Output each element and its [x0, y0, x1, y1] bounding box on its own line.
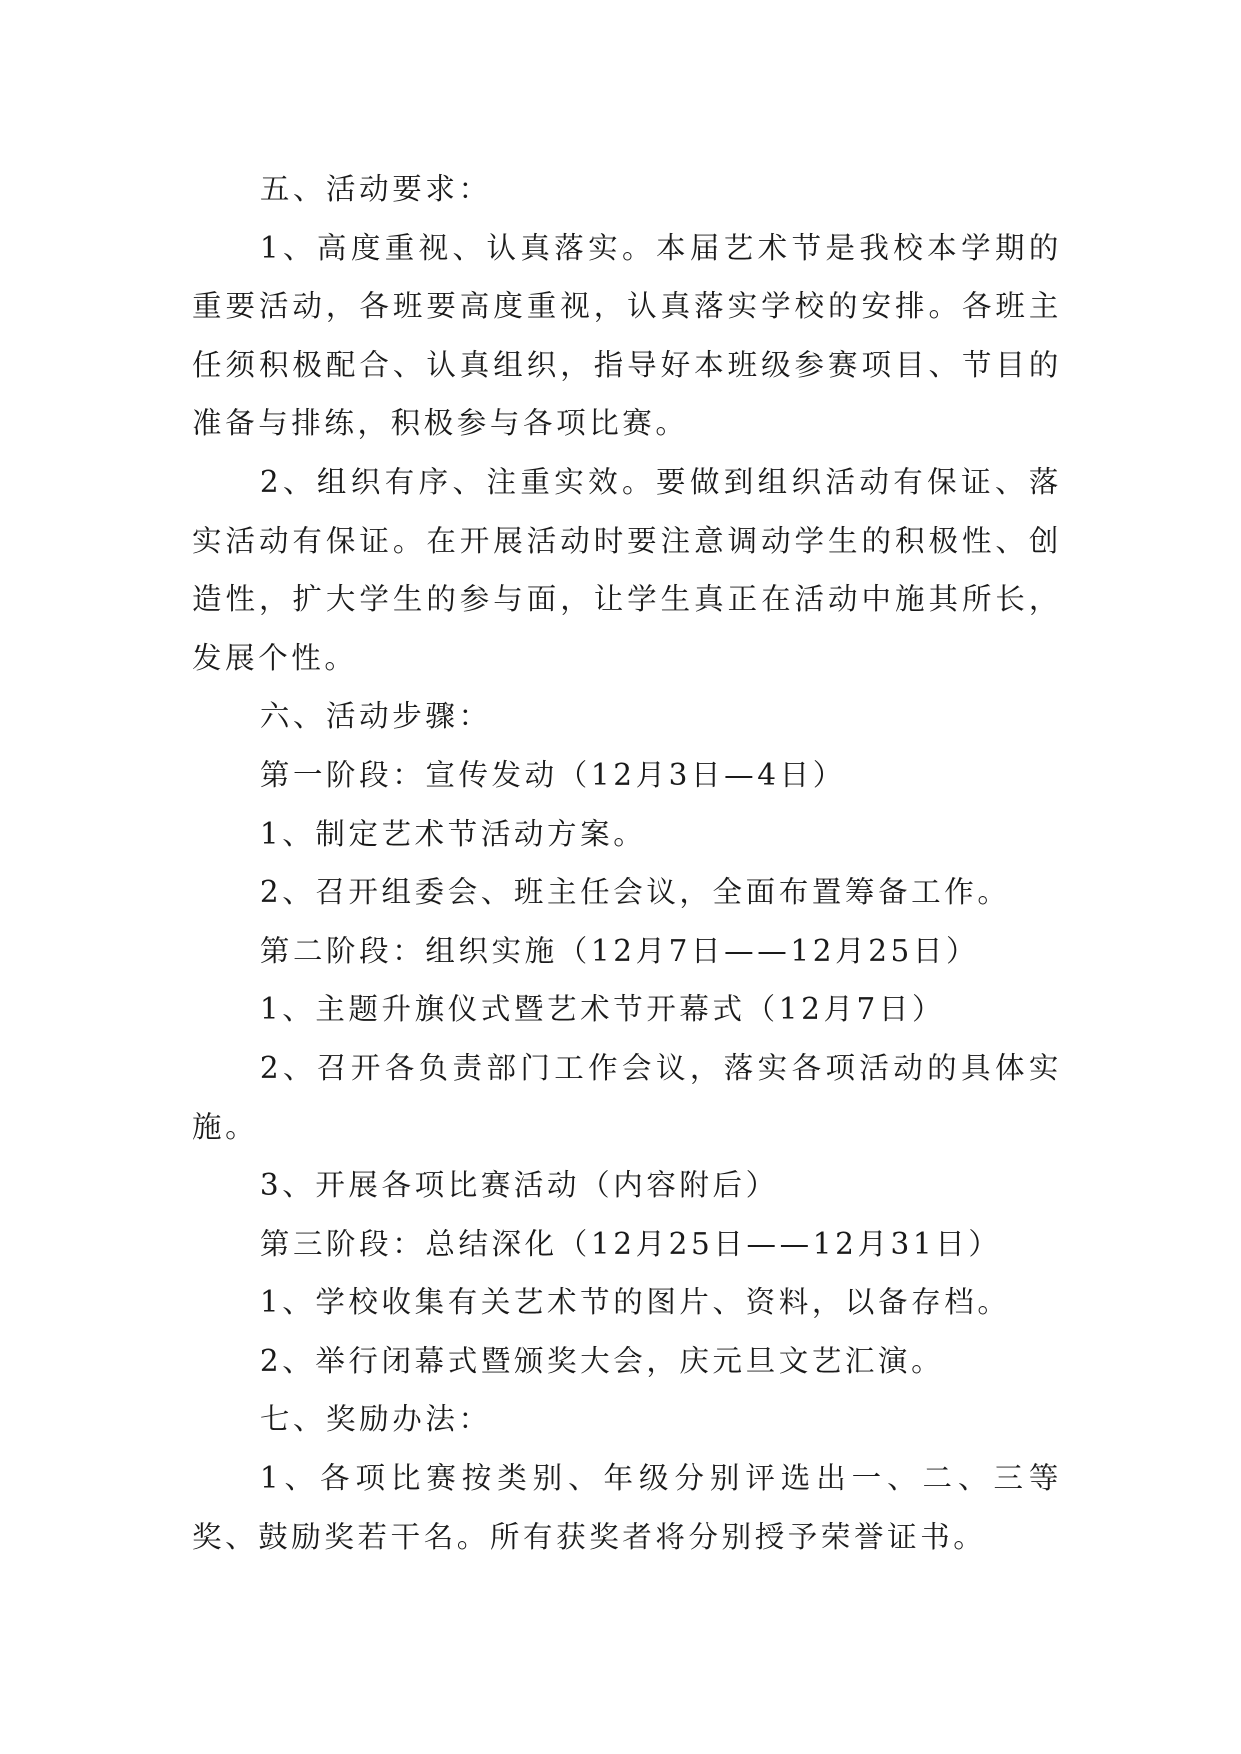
paragraph-requirement-1: 1、高度重视、认真落实。本届艺术节是我校本学期的重要活动，各班要高度重视，认真落实学校的安排。各班主任须积极配合、认真组织，指导好本班级参赛项目、节目的准备与排练，积极参与各项比赛。 — [192, 230, 1062, 441]
section-heading-steps: 六、活动步骤： — [259, 699, 492, 734]
stage-3-item-1: 1、学校收集有关艺术节的图片、资料，以备存档。 — [259, 1285, 1011, 1320]
stage-heading-1: 第一阶段：宣传发动（12月3日—4日） — [259, 757, 846, 792]
stage-3-item-2: 2、举行闭幕式暨颁奖大会，庆元旦文艺汇演。 — [259, 1343, 945, 1378]
section-heading-requirements: 五、活动要求： — [259, 172, 492, 206]
section-heading-rewards: 七、奖励办法： — [259, 1402, 492, 1437]
stage-heading-3: 第三阶段：总结深化（12月25日——12月31日） — [259, 1226, 1002, 1261]
stage-heading-2: 第二阶段：组织实施（12月7日——12月25日） — [259, 933, 980, 968]
paragraph-requirement-2: 2、组织有序、注重实效。要做到组织活动有保证、落实活动有保证。在开展活动时要注意调动学生的积极性、创造性，扩大学生的参与面，让学生真正在活动中施其所长，发展个性。 — [192, 464, 1062, 675]
stage-2-item-1: 1、主题升旗仪式暨艺术节开幕式（12月7日） — [259, 992, 946, 1027]
paragraph-reward-1: 1、各项比赛按类别、年级分别评选出一、二、三等奖、鼓励奖若干名。所有获奖者将分别授予荣誉证书。 — [192, 1461, 1062, 1554]
stage-2-item-2: 2、召开各负责部门工作会议，落实各项活动的具体实施。 — [192, 1050, 1062, 1144]
stage-2-item-3: 3、开展各项比赛活动（内容附后） — [259, 1168, 779, 1203]
stage-1-item-2: 2、召开组委会、班主任会议，全面布置筹备工作。 — [259, 875, 1011, 910]
stage-1-item-1: 1、制定艺术节活动方案。 — [259, 816, 647, 851]
document-body — [192, 160, 1062, 1566]
